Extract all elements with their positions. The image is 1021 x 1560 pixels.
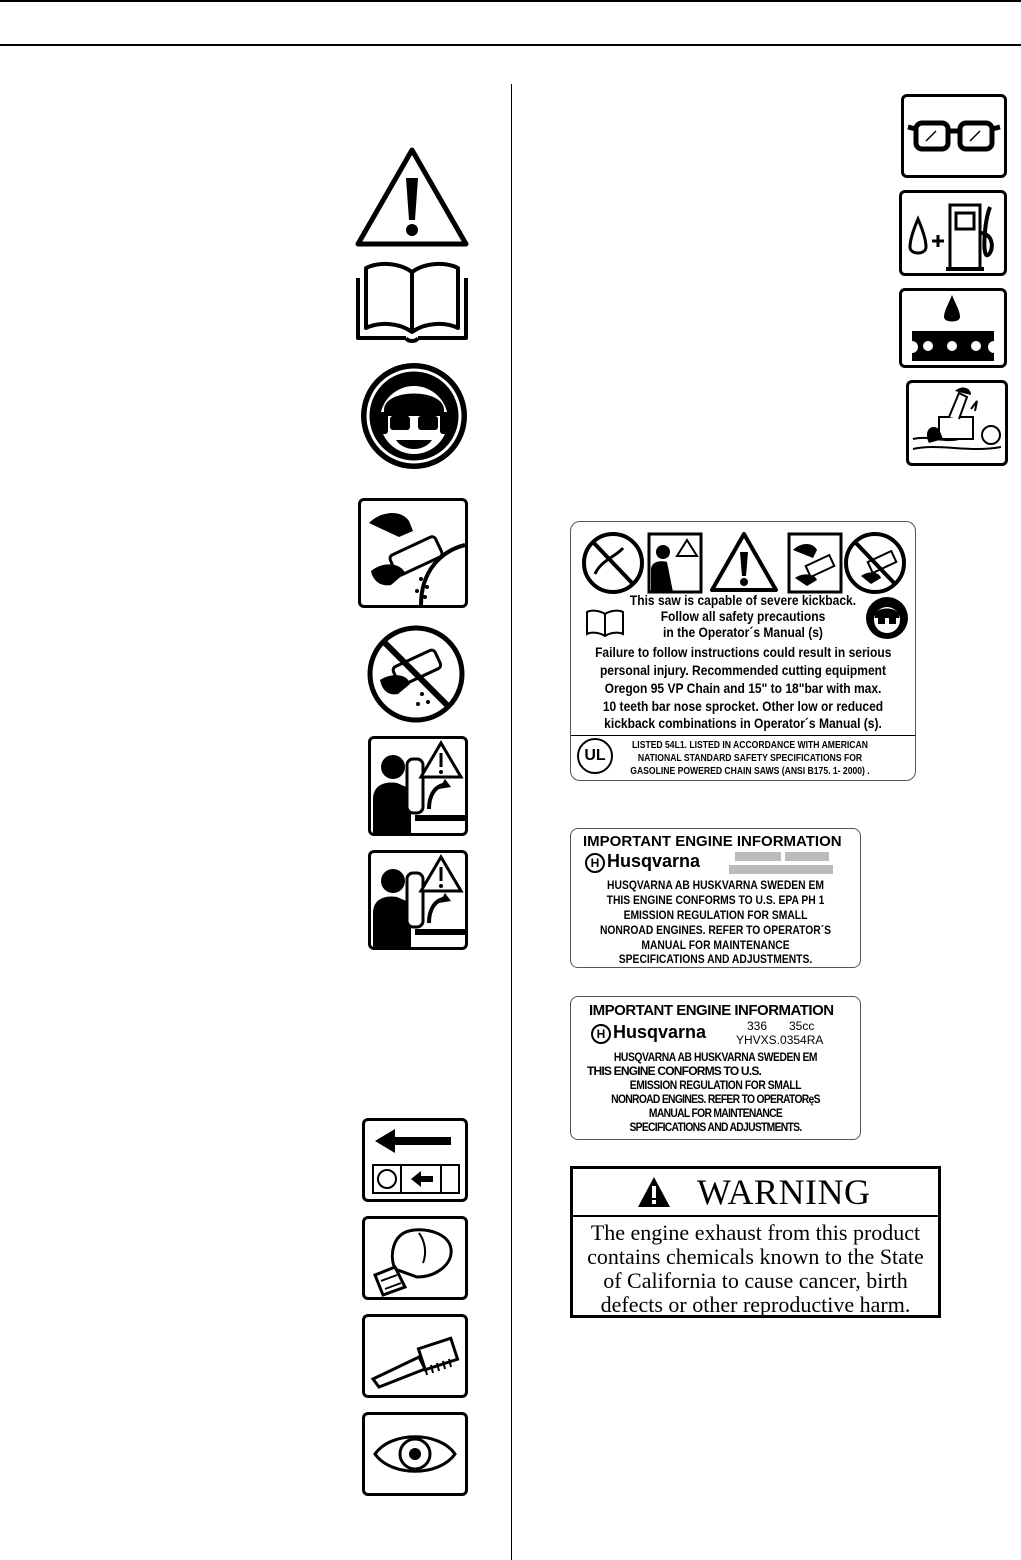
- engine-line-1: HUSQVARNA AB HUSKVARNA SWEDEN EM: [607, 878, 824, 892]
- engine-label-heading: IMPORTANT ENGINE INFORMATION: [589, 1002, 834, 1019]
- kickback-line-7: 10 teeth bar nose sprocket. Other low or reduced: [602, 698, 884, 714]
- redacted-field: [735, 852, 781, 861]
- eye-icon: [362, 1412, 468, 1496]
- engine-info-label-2: [570, 996, 861, 1140]
- engine-line-5: MANUAL FOR MAINTENANCE: [648, 1106, 783, 1120]
- kickback-line-1: This saw is capable of severe kickback.: [629, 592, 857, 608]
- no-one-hand-icon: [364, 624, 468, 724]
- kickback-line-4: Failure to follow instructions could result in serious: [595, 644, 892, 660]
- read-manual-icon: [354, 258, 470, 344]
- ul-line-1: LISTED 54L1. LISTED IN ACCORDANCE WITH AMERICAN: [632, 740, 868, 751]
- glove-icon: [362, 1216, 468, 1300]
- kickback-line-2: Follow all safety precautions: [660, 608, 826, 624]
- eye-protection-icon: [901, 94, 1007, 178]
- engine-family-code: YHVXS.0354RA: [736, 1033, 824, 1047]
- brand-name: Husqvarna: [613, 1022, 707, 1042]
- husqvarna-logo-icon: H: [585, 853, 605, 873]
- engine-line-2: THIS ENGINE CONFORMS TO U.S. EPA PH 1: [606, 893, 825, 907]
- chain-oil-icon: [899, 288, 1007, 368]
- ul-line-2: NATIONAL STANDARD SAFETY SPECIFICATIONS FOR: [637, 753, 863, 764]
- warning-title: WARNING: [697, 1172, 871, 1212]
- engine-line-2: THIS ENGINE CONFORMS TO U.S.: [587, 1064, 762, 1078]
- kickback-line-5: personal injury. Recommended cutting equipment: [599, 662, 887, 678]
- header-rule: [0, 44, 1021, 46]
- kickback-pictogram-row: [581, 530, 907, 596]
- chain-direction-icon: [362, 1118, 468, 1202]
- engine-line-5: MANUAL FOR MAINTENANCE: [641, 938, 790, 952]
- engine-line-3: EMISSION REGULATION FOR SMALL: [629, 1078, 802, 1092]
- column-divider: [511, 84, 512, 1560]
- kickback-line-6: Oregon 95 VP Chain and 15" to 18"bar with max.: [604, 680, 882, 696]
- redacted-field: [729, 865, 833, 874]
- kickback-line-3: in the Operator´s Manual (s): [663, 624, 823, 640]
- engine-info-label-1: [570, 828, 861, 968]
- model-number: 336: [747, 1019, 768, 1033]
- engine-line-6: SPECIFICATIONS AND ADJUSTMENTS.: [629, 1120, 802, 1134]
- brush-icon: [362, 1314, 468, 1398]
- label-divider: [571, 735, 915, 736]
- engine-line-1: HUSQVARNA AB HUSKVARNA SWEDEN EM: [613, 1050, 818, 1064]
- warning-line-4: defects or other reproductive harm.: [600, 1292, 911, 1317]
- protective-equipment-icon: [358, 360, 470, 472]
- engine-line-4: NONROAD ENGINES. REFER TO OPERATORęS: [611, 1092, 820, 1106]
- ul-line-3: GASOLINE POWERED CHAIN SAWS (ANSI B175. 1- 2000) .: [630, 766, 870, 777]
- chain-brake-icon: [906, 380, 1008, 466]
- engine-label-heading: IMPORTANT ENGINE INFORMATION: [583, 833, 842, 850]
- brand-name: Husqvarna: [607, 851, 701, 871]
- fuel-mix-icon: [899, 190, 1007, 276]
- engine-line-4: NONROAD ENGINES. REFER TO OPERATOR´S: [599, 923, 832, 937]
- redacted-field: [785, 852, 829, 861]
- kickback-icon: [368, 736, 468, 836]
- warning-triangle-icon: [354, 146, 470, 248]
- displacement: 35cc: [789, 1019, 815, 1033]
- kickback-icon: [368, 850, 468, 950]
- kickback-line-8: kickback combinations in Operator´s Manual (s).: [604, 715, 882, 731]
- warning-line-3: of California to cause cancer, birth: [603, 1268, 908, 1293]
- warning-line-2: contains chemicals known to the State: [587, 1244, 924, 1269]
- warning-triangle-icon: [637, 1176, 671, 1208]
- ul-mark: UL: [577, 738, 613, 774]
- husqvarna-logo-icon: H: [591, 1024, 611, 1044]
- warning-header: [573, 1169, 938, 1217]
- engine-line-3: EMISSION REGULATION FOR SMALL: [623, 908, 808, 922]
- kickback-warning-label: [570, 521, 916, 781]
- header-rule-top: [0, 0, 1021, 2]
- california-warning-box: [570, 1166, 941, 1318]
- warning-line-1: The engine exhaust from this product: [590, 1220, 921, 1245]
- two-hand-grip-icon: [358, 498, 468, 608]
- engine-line-6: SPECIFICATIONS AND ADJUSTMENTS.: [618, 952, 813, 966]
